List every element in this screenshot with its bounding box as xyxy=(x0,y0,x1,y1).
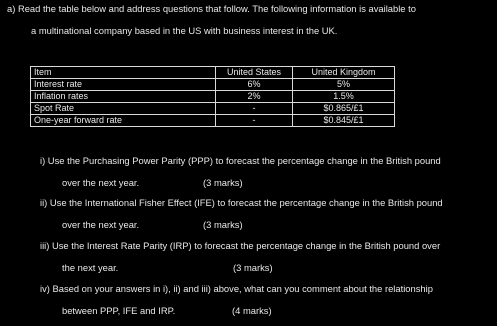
data-table xyxy=(30,66,395,127)
us-value: - xyxy=(216,115,293,127)
uk-value: $0.865/£1 xyxy=(293,103,395,115)
table-header-row xyxy=(31,67,395,79)
row-label: One-year forward rate xyxy=(31,115,216,127)
question-2: ii) Use the International Fisher Effect (IFE) to forecast the percentage change in the British pound xyxy=(40,197,443,208)
question-3-marks: (3 marks) xyxy=(233,262,273,273)
question-3-continuation: the next year. xyxy=(62,262,119,273)
uk-value: 1.5% xyxy=(293,91,395,103)
intro-line-1: a) Read the table below and address questions that follow. The following information is available to xyxy=(7,3,416,14)
question-1-continuation: over the next year. xyxy=(62,177,140,188)
question-1: i) Use the Purchasing Power Parity (PPP) to forecast the percentage change in the British pound xyxy=(40,155,441,166)
question-4: iv) Based on your answers in i), ii) and iii) above, what can you comment about the relationship xyxy=(40,283,433,294)
question-1-marks: (3 marks) xyxy=(203,177,243,188)
table-row xyxy=(31,115,395,127)
table-row xyxy=(31,91,395,103)
row-label: Spot Rate xyxy=(31,103,216,115)
uk-value: 5% xyxy=(293,79,395,91)
table-row xyxy=(31,103,395,115)
uk-value: $0.845/£1 xyxy=(293,115,395,127)
us-value: - xyxy=(216,103,293,115)
question-2-marks: (3 marks) xyxy=(203,219,243,230)
intro-line-2: a multinational company based in the US with business interest in the UK. xyxy=(31,25,338,36)
question-2-continuation: over the next year. xyxy=(62,219,140,230)
table-row xyxy=(31,79,395,91)
row-label: Inflation rates xyxy=(31,91,216,103)
row-label: Interest rate xyxy=(31,79,216,91)
us-value: 2% xyxy=(216,91,293,103)
header-item: Item xyxy=(31,67,216,79)
question-4-marks: (4 marks) xyxy=(232,305,272,316)
us-value: 6% xyxy=(216,79,293,91)
question-3: iii) Use the Interest Rate Parity (IRP) to forecast the percentage change in the British pound over xyxy=(40,240,441,251)
header-united-kingdom: United Kingdom xyxy=(293,67,395,79)
header-united-states: United States xyxy=(216,67,293,79)
question-4-continuation: between PPP, IFE and IRP. xyxy=(62,305,176,316)
